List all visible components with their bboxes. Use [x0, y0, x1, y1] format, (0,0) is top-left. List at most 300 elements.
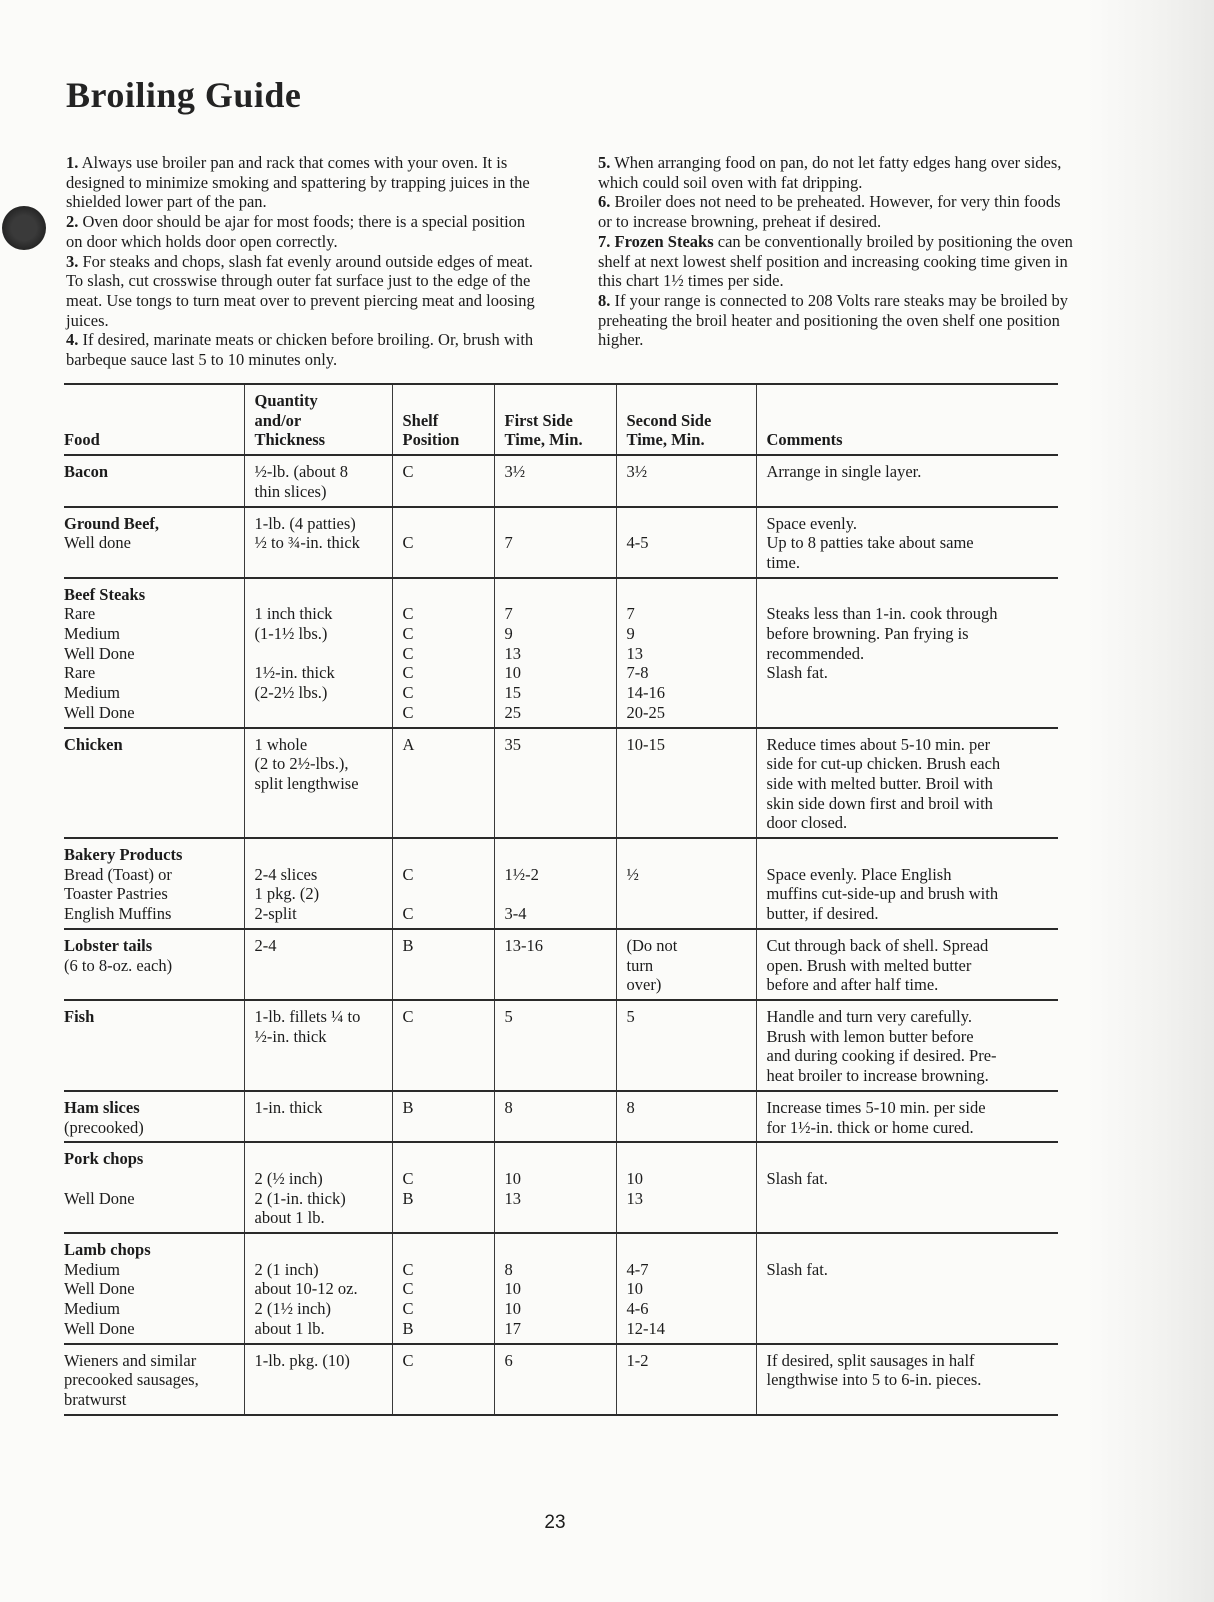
instruction-text: can be conventionally broiled by positioning the oven shelf at next lowest shelf position and increasing cooking time given in this chart 1½ times per side. [598, 231, 1073, 291]
shelf-value: C [402, 864, 414, 884]
second-side-value: 13 [626, 643, 643, 663]
comments-cell [756, 578, 1058, 728]
shelf-value [403, 845, 494, 865]
table-body [64, 455, 1058, 1415]
food-subline: Well Done [64, 702, 135, 722]
shelf-value: B [402, 935, 414, 955]
instructions-right-column [598, 153, 1076, 350]
table-row [64, 1344, 1058, 1415]
food-subline: Well Done [64, 1318, 135, 1338]
instruction-number: 6. [598, 192, 611, 212]
second-side-value: (Do not [626, 935, 678, 955]
instruction-item [66, 153, 536, 212]
second-side-value [627, 514, 756, 534]
food-name: Beef Steaks [64, 584, 146, 604]
quantity-value: 2 (1 inch) [254, 1259, 319, 1279]
table-row [64, 929, 1058, 1000]
food-cell [64, 1091, 244, 1142]
quantity-value [255, 1149, 392, 1169]
food-subline: Medium [64, 1259, 120, 1279]
quantity-cell [244, 578, 392, 728]
shelf-value: C [402, 624, 414, 644]
instruction-text: Broiler does not need to be preheated. However, for very thin foods or to increase browning, preheat if desired. [598, 192, 1061, 232]
table-row [64, 578, 1058, 728]
table-row [64, 838, 1058, 929]
shelf-value: C [402, 1006, 414, 1026]
food-subline: Medium [64, 1299, 120, 1319]
comments-value: Slash fat. [766, 663, 828, 683]
first-side-cell [494, 1344, 616, 1415]
food-subline: Toaster Pastries [64, 884, 168, 904]
food-cell [64, 507, 244, 578]
first-side-cell [494, 455, 616, 506]
table-row [64, 728, 1058, 839]
second-side-cell [616, 507, 756, 578]
second-side-value [627, 585, 756, 605]
food-cell [64, 455, 244, 506]
quantity-value: 1-lb. (4 patties) [254, 513, 356, 533]
instruction-text: When arranging food on pan, do not let fatty edges hang over sides, which could soil oven with fat dripping. [598, 153, 1062, 192]
first-side-value [505, 585, 616, 605]
quantity-value: about 1 lb. [254, 1318, 325, 1338]
comments-value: Space evenly. [766, 513, 858, 533]
comments-cell [756, 1344, 1058, 1415]
food-subline: Rare [64, 663, 96, 683]
first-side-value: 13 [504, 1188, 521, 1208]
quantity-value: 1 whole [254, 734, 308, 754]
quantity-value: ½-lb. (about 8 [254, 462, 348, 482]
first-side-value [505, 514, 616, 534]
food-name: Wieners and similar [64, 1350, 197, 1370]
second-side-value: 10 [626, 1168, 643, 1188]
first-side-value: 7 [504, 533, 513, 553]
quantity-cell [244, 1000, 392, 1091]
food-cell [64, 1344, 244, 1415]
first-side-value: 3-4 [504, 904, 527, 924]
second-side-value: 14-16 [626, 683, 665, 703]
comments-value: side with melted butter. Broil with [766, 773, 993, 793]
shelf-cell [392, 455, 494, 506]
broiling-guide-table [64, 383, 1058, 1416]
food-subline: Well Done [64, 1279, 135, 1299]
header-food: Food [64, 430, 100, 450]
shelf-cell [392, 1344, 494, 1415]
quantity-value: 1 pkg. (2) [254, 884, 320, 904]
second-side-cell [616, 578, 756, 728]
shelf-value: C [402, 1168, 414, 1188]
quantity-cell [244, 838, 392, 929]
first-side-value: 10 [504, 1299, 521, 1319]
first-side-value: 15 [504, 683, 521, 703]
comments-value: Slash fat. [766, 1168, 828, 1188]
first-side-value [505, 845, 616, 865]
second-side-cell [616, 728, 756, 839]
food-name: Fish [64, 1006, 95, 1026]
shelf-value: B [402, 1318, 414, 1338]
comments-cell [756, 1091, 1058, 1142]
shelf-value: C [402, 683, 414, 703]
shelf-cell [392, 929, 494, 1000]
quantity-cell [244, 1142, 392, 1233]
comments-value: muffins cut-side-up and brush with [766, 884, 999, 904]
first-side-cell [494, 929, 616, 1000]
instruction-text: Oven door should be ajar for most foods; there is a special position on door which holds door open correctly. [66, 212, 526, 251]
second-side-cell [616, 838, 756, 929]
comments-value: lengthwise into 5 to 6-in. pieces. [766, 1370, 982, 1390]
food-subline: bratwurst [64, 1389, 127, 1409]
instruction-item [598, 153, 1076, 192]
comments-cell [756, 507, 1058, 578]
comments-value: Brush with lemon butter before [766, 1026, 974, 1046]
instruction-text: If desired, marinate meats or chicken before broiling. Or, brush with barbeque sauce last 5 to 10 minutes only. [66, 330, 534, 370]
header-line: First Side [504, 410, 573, 430]
table-row [64, 455, 1058, 506]
food-subline: Well Done [64, 1188, 135, 1208]
instruction-item [66, 330, 536, 369]
comments-value: Space evenly. Place English [766, 864, 952, 884]
second-side-value: 9 [626, 624, 635, 644]
quantity-value [255, 703, 392, 723]
header-line: Thickness [254, 430, 326, 450]
first-side-value [505, 884, 616, 904]
second-side-cell [616, 1000, 756, 1091]
comments-value: open. Brush with melted butter [766, 955, 972, 975]
shelf-value: C [402, 462, 414, 482]
comments-cell [756, 838, 1058, 929]
first-side-cell [494, 728, 616, 839]
header-first-side [494, 384, 616, 455]
first-side-cell [494, 1091, 616, 1142]
comments-cell [756, 728, 1058, 839]
food-name: Ground Beef, [64, 513, 160, 533]
header-line: Quantity [254, 391, 318, 410]
comments-cell [756, 455, 1058, 506]
quantity-value: ½ to ¾-in. thick [254, 533, 360, 553]
comments-value [767, 585, 1059, 605]
quantity-value [255, 644, 392, 664]
second-side-value: over) [626, 975, 662, 995]
comments-value: before browning. Pan frying is [766, 624, 969, 644]
instruction-bold-lead: Frozen Steaks [614, 231, 714, 251]
comments-value: recommended. [766, 643, 865, 663]
instruction-text: For steaks and chops, slash fat evenly around outside edges of meat. To slash, cut crosswise through outer fat surface just to the edge of the meat. Use tongs to turn meat over to prevent piercing meat and loosing juices. [66, 251, 535, 330]
comments-value: Up to 8 patties take about same [766, 533, 974, 553]
header-line: Time, Min. [504, 430, 583, 450]
second-side-value: 20-25 [626, 702, 665, 722]
food-subline: Well Done [64, 643, 135, 663]
quantity-value: (2 to 2½-lbs.), [254, 754, 349, 774]
table-row [64, 1233, 1058, 1344]
instruction-item [66, 212, 536, 251]
first-side-cell [494, 1233, 616, 1344]
table-row [64, 1142, 1058, 1233]
food-cell [64, 1000, 244, 1091]
food-cell [64, 838, 244, 929]
quantity-cell [244, 929, 392, 1000]
second-side-value [627, 1240, 756, 1260]
quantity-value: 2-4 [254, 935, 277, 955]
instruction-item [598, 291, 1076, 350]
shelf-value: C [402, 1350, 414, 1370]
second-side-value: turn [626, 955, 654, 975]
food-name: Bakery Products [64, 845, 183, 865]
instruction-text: If your range is connected to 208 Volts rare steaks may be broiled by preheating the broil heater and positioning the oven shelf one position higher. [598, 290, 1068, 350]
shelf-value: A [402, 734, 415, 754]
shelf-cell [392, 728, 494, 839]
shelf-cell [392, 1000, 494, 1091]
shelf-value: C [402, 1279, 414, 1299]
shelf-value: C [402, 904, 414, 924]
comments-cell [756, 1000, 1058, 1091]
second-side-value: 13 [626, 1188, 643, 1208]
table-row [64, 507, 1058, 578]
quantity-value: 1½-in. thick [254, 663, 335, 683]
second-side-value: 7 [626, 604, 635, 624]
table-header-row [64, 384, 1058, 455]
food-subline: Bread (Toast) or [64, 864, 172, 884]
header-line: Shelf [402, 410, 439, 430]
first-side-value [505, 1240, 616, 1260]
header-comments: Comments [756, 384, 1058, 455]
quantity-value: 2 (1-in. thick) [254, 1188, 346, 1208]
comments-value: Handle and turn very carefully. [766, 1006, 973, 1026]
header-quantity [244, 384, 392, 455]
first-side-value: 13 [504, 643, 521, 663]
page-number: 23 [544, 1512, 566, 1533]
shelf-value: C [402, 1259, 414, 1279]
quantity-value: 1-lb. fillets ¼ to [254, 1006, 361, 1026]
food-subline: (precooked) [64, 1117, 144, 1137]
shelf-cell [392, 578, 494, 728]
first-side-value: 13-16 [504, 935, 543, 955]
comments-value: for 1½-in. thick or home cured. [766, 1117, 974, 1137]
shelf-value: C [402, 533, 414, 553]
quantity-value: about 10-12 oz. [254, 1279, 358, 1299]
shelf-value: C [402, 663, 414, 683]
instruction-number: 1. [66, 153, 79, 172]
instruction-number: 7. [598, 231, 611, 251]
comments-value: side for cut-up chicken. Brush each [766, 754, 1001, 774]
quantity-value: 2-split [254, 904, 297, 924]
quantity-value: (1-1½ lbs.) [254, 624, 328, 644]
first-side-value: 10 [504, 663, 521, 683]
first-side-value [505, 1149, 616, 1169]
quantity-value: 1-in. thick [254, 1097, 323, 1117]
instruction-number: 5. [598, 153, 611, 172]
first-side-value: 35 [504, 734, 521, 754]
shelf-value [403, 585, 494, 605]
shelf-value: C [402, 643, 414, 663]
comments-value [767, 845, 1059, 865]
first-side-cell [494, 578, 616, 728]
instruction-text: Always use broiler pan and rack that comes with your oven. It is designed to minimize smoking and spattering by trapping juices in the shielded lower part of the pan. [66, 153, 530, 212]
second-side-value: 1-2 [626, 1350, 649, 1370]
instruction-item [66, 252, 536, 331]
first-side-value: 8 [504, 1097, 513, 1117]
second-side-value [627, 1149, 756, 1169]
second-side-value: 4-6 [626, 1299, 649, 1319]
instructions-left-column [66, 153, 536, 370]
second-side-value: 4-7 [626, 1259, 649, 1279]
scan-edge-artifact [1088, 0, 1214, 1602]
first-side-value: 3½ [504, 462, 526, 482]
header-line: Second Side [626, 410, 712, 430]
shelf-value [403, 1149, 494, 1169]
second-side-cell [616, 1233, 756, 1344]
food-cell [64, 1233, 244, 1344]
first-side-value: 9 [504, 624, 513, 644]
comments-value: Slash fat. [766, 1259, 828, 1279]
quantity-value: ½-in. thick [254, 1026, 327, 1046]
food-cell [64, 578, 244, 728]
food-subline: Well done [64, 533, 131, 553]
quantity-value [255, 845, 392, 865]
first-side-value: 25 [504, 702, 521, 722]
first-side-value: 10 [504, 1279, 521, 1299]
shelf-value [403, 884, 494, 904]
comments-cell [756, 1233, 1058, 1344]
comments-cell [756, 1142, 1058, 1233]
second-side-cell [616, 1344, 756, 1415]
second-side-value: 10 [626, 1279, 643, 1299]
food-subline: Medium [64, 624, 120, 644]
quantity-cell [244, 1344, 392, 1415]
second-side-value [627, 845, 756, 865]
quantity-value: 1-lb. pkg. (10) [254, 1350, 350, 1370]
shelf-value [403, 514, 494, 534]
shelf-cell [392, 1091, 494, 1142]
quantity-value: 2 (½ inch) [254, 1168, 323, 1188]
second-side-value: 8 [626, 1097, 635, 1117]
second-side-value: 10-15 [626, 734, 665, 754]
comments-value: Steaks less than 1-in. cook through [766, 604, 998, 624]
first-side-value: 10 [504, 1168, 521, 1188]
quantity-value: 2 (1½ inch) [254, 1299, 332, 1319]
first-side-cell [494, 1142, 616, 1233]
food-name: Chicken [64, 734, 123, 754]
food-subline: English Muffins [64, 904, 172, 924]
food-subline: (6 to 8-oz. each) [64, 955, 173, 975]
table-row [64, 1000, 1058, 1091]
quantity-cell [244, 455, 392, 506]
quantity-value: thin slices) [254, 481, 327, 501]
header-line: and/or [254, 410, 302, 430]
shelf-value: C [402, 702, 414, 722]
comments-value: door closed. [766, 813, 848, 833]
quantity-value: 2-4 slices [254, 864, 318, 884]
quantity-value: about 1 lb. [254, 1208, 325, 1228]
food-subline [64, 1169, 244, 1189]
comments-value [767, 1240, 1059, 1260]
instruction-item [598, 232, 1076, 291]
comments-value: heat broiler to increase browning. [766, 1066, 989, 1086]
comments-value [767, 1149, 1059, 1169]
second-side-value: ½ [626, 864, 639, 884]
food-subline: precooked sausages, [64, 1370, 199, 1390]
comments-value: butter, if desired. [766, 904, 879, 924]
food-subline: Rare [64, 604, 96, 624]
table-row [64, 1091, 1058, 1142]
quantity-cell [244, 728, 392, 839]
food-cell [64, 728, 244, 839]
page-title: Broiling Guide [66, 75, 302, 115]
comments-value: Increase times 5-10 min. per side [766, 1097, 986, 1117]
second-side-value: 12-14 [626, 1318, 665, 1338]
first-side-cell [494, 838, 616, 929]
instruction-number: 3. [66, 251, 79, 271]
food-name: Ham slices [64, 1097, 140, 1117]
comments-value: time. [766, 552, 800, 572]
header-shelf [392, 384, 494, 455]
quantity-value: split lengthwise [254, 773, 359, 793]
quantity-value [255, 585, 392, 605]
food-cell [64, 1142, 244, 1233]
first-side-value: 5 [504, 1006, 513, 1026]
second-side-value: 3½ [626, 462, 648, 482]
food-cell [64, 929, 244, 1000]
shelf-value: C [402, 604, 414, 624]
comments-value: before and after half time. [766, 975, 939, 995]
instruction-item [598, 192, 1076, 231]
quantity-value [255, 1240, 392, 1260]
comments-cell [756, 929, 1058, 1000]
first-side-value: 8 [504, 1259, 513, 1279]
comments-value: If desired, split sausages in half [766, 1350, 975, 1370]
comments-value: skin side down first and broil with [766, 793, 993, 813]
comments-value: Cut through back of shell. Spread [766, 935, 989, 955]
instruction-number: 2. [66, 212, 79, 232]
header-second-side [616, 384, 756, 455]
comments-value: Arrange in single layer. [766, 462, 922, 482]
instruction-number: 4. [66, 330, 79, 350]
first-side-value: 6 [504, 1350, 513, 1370]
food-name: Bacon [64, 462, 109, 482]
second-side-cell [616, 929, 756, 1000]
second-side-value: 4-5 [626, 533, 649, 553]
quantity-value: (2-2½ lbs.) [254, 683, 328, 703]
quantity-cell [244, 1233, 392, 1344]
first-side-value: 7 [504, 604, 513, 624]
quantity-value: 1 inch thick [254, 604, 333, 624]
binder-hole [2, 206, 46, 250]
second-side-value: 5 [626, 1006, 635, 1026]
shelf-cell [392, 1233, 494, 1344]
comments-value: Reduce times about 5-10 min. per [766, 734, 991, 754]
first-side-cell [494, 1000, 616, 1091]
instruction-number: 8. [598, 290, 611, 310]
first-side-value: 1½-2 [504, 864, 539, 884]
shelf-value: B [402, 1097, 414, 1117]
shelf-value [403, 1240, 494, 1260]
header-line: Time, Min. [626, 430, 705, 450]
shelf-value: B [402, 1188, 414, 1208]
shelf-cell [392, 1142, 494, 1233]
quantity-cell [244, 1091, 392, 1142]
food-name: Lamb chops [64, 1240, 151, 1260]
second-side-cell [616, 1142, 756, 1233]
second-side-value: 7-8 [626, 663, 649, 683]
second-side-cell [616, 455, 756, 506]
food-name: Lobster tails [64, 935, 153, 955]
first-side-cell [494, 507, 616, 578]
quantity-cell [244, 507, 392, 578]
food-name: Pork chops [64, 1149, 144, 1169]
header-line: Position [402, 430, 460, 450]
first-side-value: 17 [504, 1318, 521, 1338]
shelf-cell [392, 507, 494, 578]
shelf-value: C [402, 1299, 414, 1319]
second-side-cell [616, 1091, 756, 1142]
